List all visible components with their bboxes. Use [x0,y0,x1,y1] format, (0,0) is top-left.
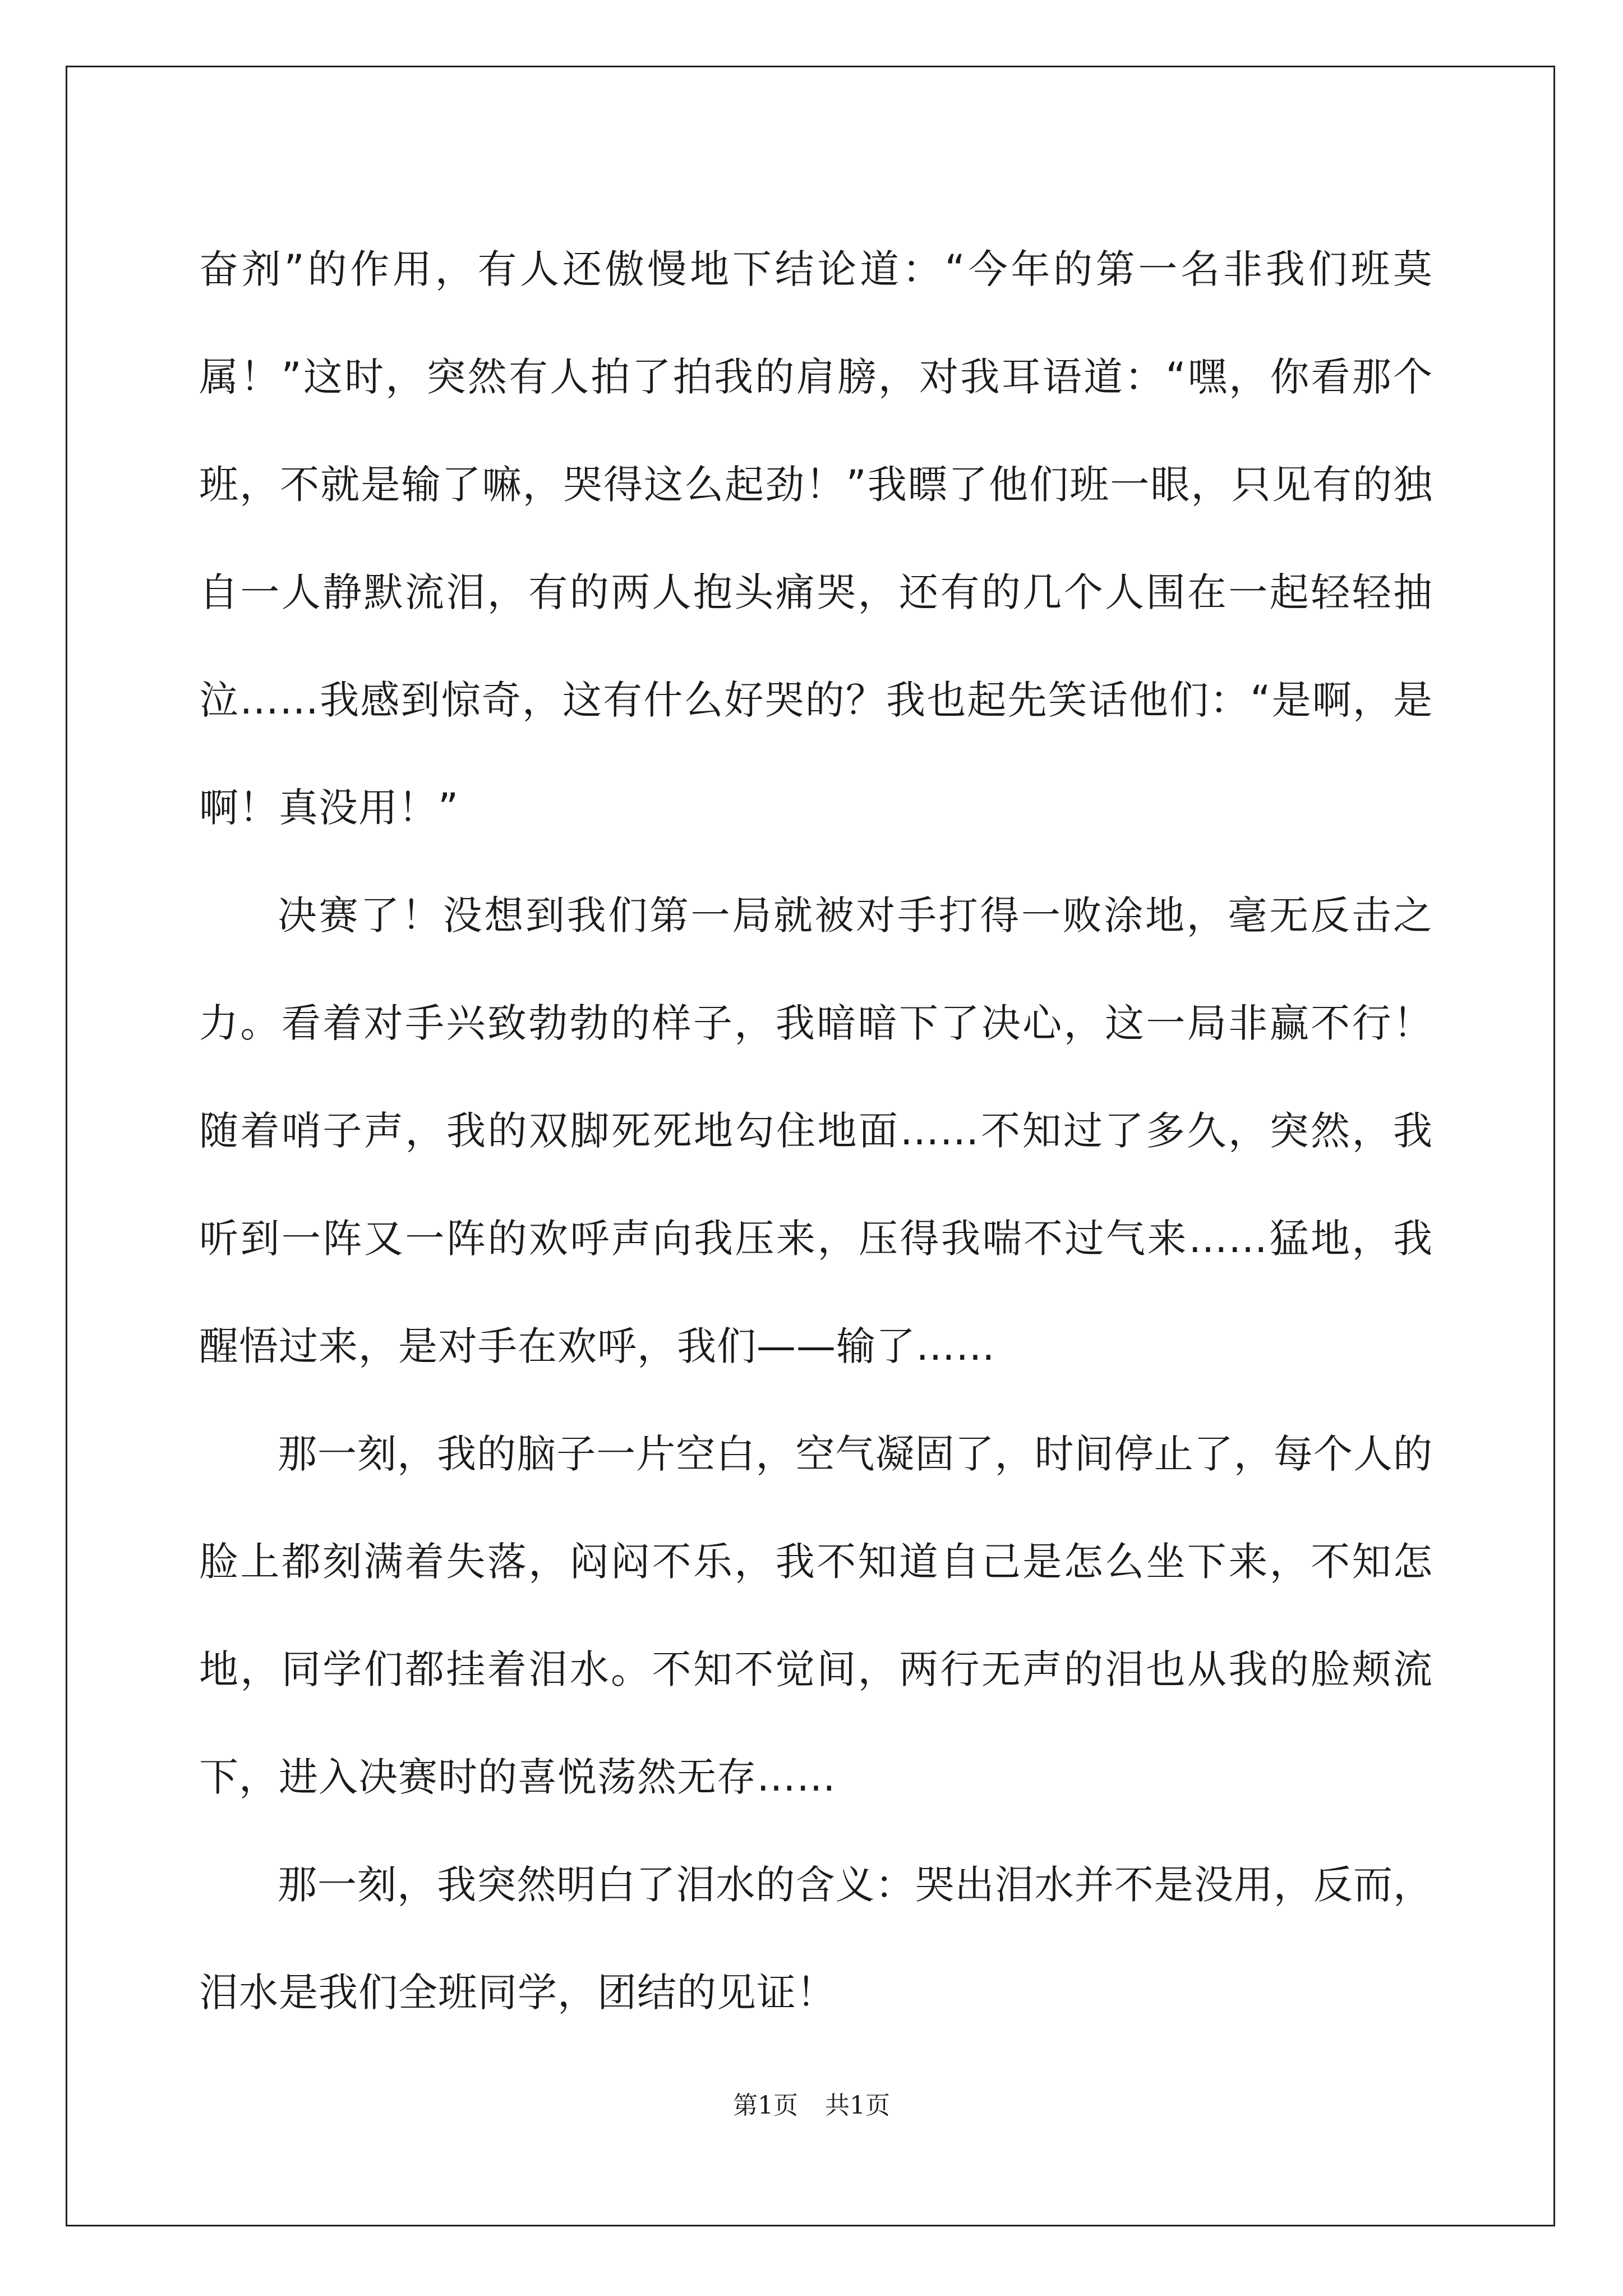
paragraph-4: 那一刻，我突然明白了泪水的含义：哭出泪水并不是没用，反而，泪水是我们全班同学，团结的见证！ [199,1862,1433,2016]
page-number: 第1页 [733,2091,798,2120]
paragraph-2: 决赛了！没想到我们第一局就被对手打得一败涂地，毫无反击之力。看着对手兴致勃勃的样子，我暗暗下了决心，这一局非赢不行！随着哨子声，我的双脚死死地勾住地面……不知过了多久，突然，我听到一阵又一阵的欢呼声向我压来，压得我喘不过气来……猛地，我醒悟过来，是对手在欢呼，我们——输了…… [199,892,1433,1369]
document-body [199,215,1433,2046]
paragraph-3: 那一刻，我的脑子一片空白，空气凝固了，时间停止了，每个人的脸上都刻满着失落，闷闷不乐，我不知道自己是怎么坐下来，不知怎地，同学们都挂着泪水。不知不觉间，两行无声的泪也从我的脸颊流下，进入决赛时的喜悦荡然无存…… [199,1431,1433,1800]
page-total: 共1页 [825,2091,890,2120]
page-footer [0,2089,1623,2123]
paragraph-1: 奋剂”的作用，有人还傲慢地下结论道：“今年的第一名非我们班莫属！”这时，突然有人拍了拍我的肩膀，对我耳语道：“嘿，你看那个班，不就是输了嘛，哭得这么起劲！”我瞟了他们班一眼，只见有的独自一人静默流泪，有的两人抱头痛哭，还有的几个人围在一起轻轻抽泣……我感到惊奇，这有什么好哭的？我也起先笑话他们：“是啊，是啊！真没用！” [199,246,1433,831]
